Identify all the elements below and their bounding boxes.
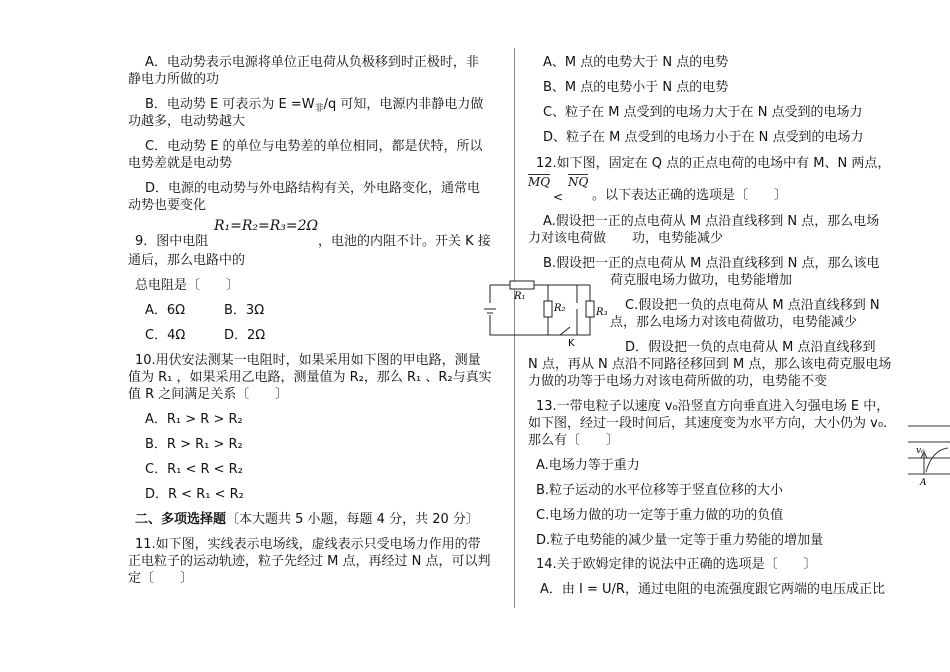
q13-option-c: C.电场力做的功一定等于重力做的功的负值 <box>536 508 784 523</box>
q9-option-a: A．6Ω <box>145 303 186 318</box>
q13-field-figure <box>908 420 950 490</box>
q9-line3: 总电阻是〔 〕 <box>135 278 240 293</box>
section-multiple-choice-heading: 二、多项选择题〔本大题共 5 小题，每题 4 分，共 20 分〕 <box>135 512 479 527</box>
q10-option-b: B．R > R₁ > R₂ <box>145 437 243 452</box>
q12-option-d-line1: D．假设把一负的点电荷从 M 点沿直线移到 <box>625 340 876 355</box>
q11-option-a: A、M 点的电势大于 N 点的电势 <box>543 55 729 70</box>
q8-option-c-line2: 电势差就是电动势 <box>128 156 233 171</box>
q8-option-b-line2: 功越多，电动势越大 <box>128 114 246 129</box>
q10-line2: 值为 R₁ ，如果采用乙电路，测量值为 R₂，那么 R₁ 、R₂与真实 <box>128 370 492 385</box>
q9-option-c: C．4Ω <box>145 328 186 343</box>
v0-label: v₀ <box>916 446 925 456</box>
q11-option-b: B、M 点的电势小于 N 点的电势 <box>543 80 729 95</box>
q8-option-a-line2: 静电力所做的功 <box>128 72 220 87</box>
q9-line1-b: ，电池的内阻不计。开关 K 接 <box>318 234 491 249</box>
q12-option-a-line1: A.假设把一正的点电荷从 M 点沿直线移到 N 点，那么电场 <box>543 214 880 229</box>
q8-option-c-line1: C．电动势 E 的单位与电势差的单位相同，都是伏特，所以 <box>145 139 483 154</box>
q9-circuit-diagram <box>482 275 622 350</box>
q10-line1: 10.用伏安法测某一电阻时，如果采用如下图的甲电路，测量 <box>135 353 481 368</box>
q12-option-c-line2: 点，那么电场力对该电荷做功，电势能减少 <box>610 315 858 330</box>
q11-line3: 定〔 〕 <box>128 571 194 586</box>
q9-option-b: B．3Ω <box>224 303 265 318</box>
q13-line3: 那么有〔 〕 <box>528 433 620 448</box>
q13-line2: 如下图，经过一段时间后，其速度变为水平方向，大小仍为 v₀. <box>528 416 888 431</box>
q12-nq: NQ <box>568 175 589 189</box>
q12-option-d-line3: 力做的功等于电场力对该电荷所做的功，电势能不变 <box>528 374 828 389</box>
q10-option-a: A．R₁ > R > R₂ <box>145 412 243 427</box>
q8-option-b-line1: B．电动势 E 可表示为 $E =W_非/q$ 可知，电源内非静电力做 <box>145 97 484 114</box>
q13-option-b: B.粒子运动的水平位移等于竖直位移的大小 <box>536 483 784 498</box>
q13-option-a: A.电场力等于重力 <box>536 458 640 473</box>
r2-label: R₂ <box>554 303 566 314</box>
q11-option-d: D、粒子在 M 点受到的电场力小于在 N 点受到的电场力 <box>543 130 864 145</box>
q9-line2: 通后，那么电路中的 <box>128 253 246 268</box>
r1-label: R₁ <box>514 291 526 302</box>
q10-option-d: D．R < R₁ < R₂ <box>145 487 244 502</box>
q12-less-than: < <box>553 190 564 204</box>
q14-line1: 14.关于欧姆定律的说法中正确的选项是〔 〕 <box>536 557 817 572</box>
q9-line1-a: 9．图中电阻 <box>135 234 209 249</box>
q12-line1: 12.如下图，固定在 Q 点的正点电荷的电场中有 M、N 两点， <box>536 156 891 171</box>
q8-option-d-line2: 动势也要变化 <box>128 198 207 213</box>
q8-option-d-line1: D．电源的电动势与外电路结构有关，外电路变化，通常电 <box>145 181 481 196</box>
q12-line2: 。以下表达正确的选项是〔 〕 <box>592 188 788 203</box>
q10-line3: 值 R 之间满足关系〔 〕 <box>128 387 289 402</box>
r3-label: R₃ <box>596 307 608 318</box>
q12-mq: MQ <box>528 175 551 189</box>
q12-option-d-line2: N 点，再从 N 点沿不同路径移回到 M 点，那么该电荷克服电场 <box>528 357 892 372</box>
q8-option-a-line1: A．电动势表示电源将单位正电荷从负极移到时正极时，非 <box>145 55 479 70</box>
q10-option-c: C．R₁ < R < R₂ <box>145 462 243 477</box>
q13-option-d: D.粒子电势能的减少量一定等于重力势能的增加量 <box>536 533 824 548</box>
q12-option-b-line2: 荷克服电场力做功，电势能增加 <box>610 273 793 288</box>
q14-option-a: A．由 I = U/R，通过电阻的电流强度跟它两端的电压成正比 <box>540 582 885 597</box>
q12-option-b-line1: B.假设把一正的点电荷从 M 点沿直线移到 N 点，那么该电 <box>543 256 880 271</box>
q11-line1: 11.如下图，实线表示电场线，虚线表示只受电场力作用的带 <box>135 537 481 552</box>
q12-option-a-line2: 力对该电荷做 功，电势能减少 <box>528 231 724 246</box>
point-a-label: A <box>920 478 927 488</box>
switch-k-label: K <box>568 338 575 349</box>
q13-line1: 13.一带电粒子以速度 v₀沿竖直方向垂直进入匀强电场 E 中， <box>536 399 890 414</box>
q11-line2: 正电粒子的运动轨迹，粒子先经过 M 点，再经过 N 点，可以判 <box>128 554 491 569</box>
q11-option-c: C、粒子在 M 点受到的电场力大于在 N 点受到的电场力 <box>543 105 863 120</box>
q9-resistance-formula: R₁=R₂=R₃=2Ω <box>214 218 319 234</box>
q9-option-d: D．2Ω <box>224 328 266 343</box>
q12-option-c-line1: C.假设把一负的点电荷从 M 点沿直线移到 N <box>625 298 880 313</box>
